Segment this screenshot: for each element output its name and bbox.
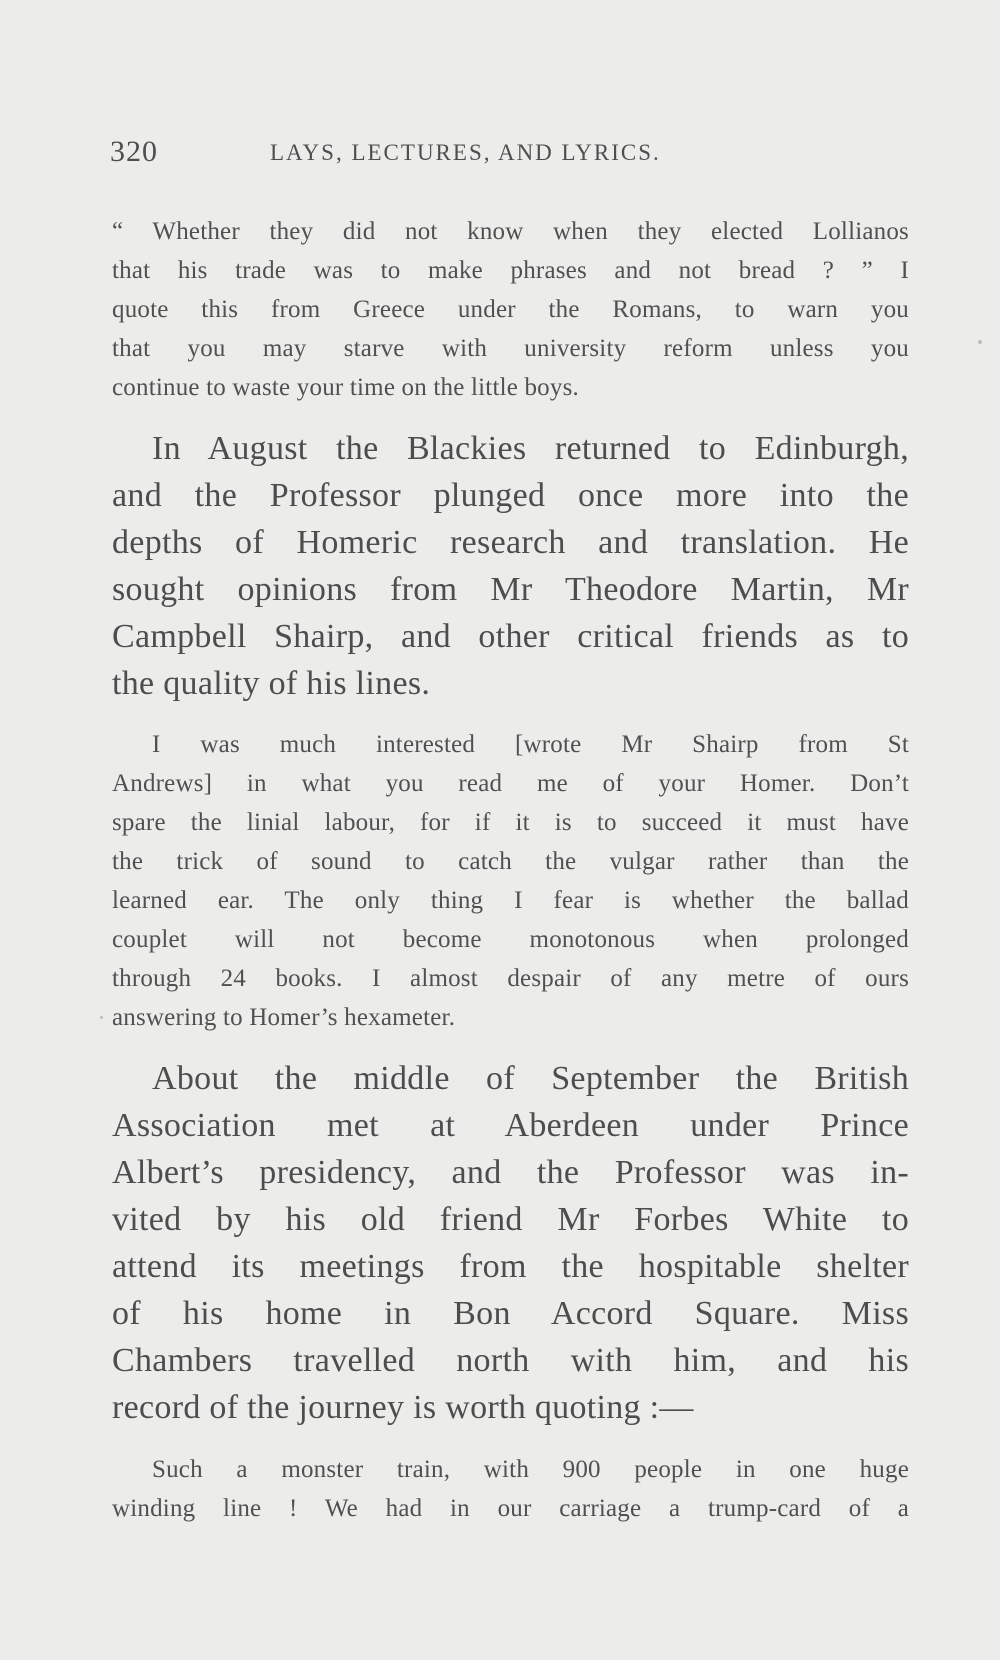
running-title: LAYS, LECTURES, AND LYRICS. (270, 140, 661, 165)
text-line: depths of Homeric research and translation. He (112, 524, 909, 561)
text-line: Campbell Shairp, and other critical friends as to (112, 618, 909, 655)
paper-speck (978, 340, 982, 344)
quote-paragraph-shairp (112, 725, 909, 1037)
text-line: In August the Blackies returned to Edinburgh, (152, 430, 909, 467)
text-line: through 24 books. I almost despair of any metre of ours (112, 965, 909, 992)
quote-paragraph-train (112, 1450, 909, 1528)
text-line: Andrews] in what you read me of your Homer. Don’t (112, 770, 909, 797)
text-line: sought opinions from Mr Theodore Martin, Mr (112, 571, 909, 608)
text-line: winding line ! We had in our carriage a trump-card of a (112, 1495, 909, 1522)
text-line: Albert’s presidency, and the Professor was in- (112, 1154, 909, 1191)
text-line: Such a monster train, with 900 people in one huge (152, 1456, 909, 1483)
text-line: I was much interested [wrote Mr Shairp from St (152, 731, 909, 758)
text-line: Association met at Aberdeen under Prince (112, 1107, 909, 1144)
body-paragraph-august (112, 425, 909, 707)
text-line: that you may starve with university reform unless you (112, 335, 909, 362)
text-line: that his trade was to make phrases and not bread ? ” I (112, 257, 909, 284)
paper-speck (100, 1016, 103, 1019)
page-number: 320 (110, 135, 158, 168)
text-line: learned ear. The only thing I fear is whether the ballad (112, 887, 909, 914)
text-line: spare the linial labour, for if it is to succeed it must have (112, 809, 909, 836)
text-line: and the Professor plunged once more into the (112, 477, 909, 514)
text-line: Chambers travelled north with him, and his (112, 1342, 909, 1379)
text-line: attend its meetings from the hospitable shelter (112, 1248, 909, 1285)
text-line: answering to Homer’s hexameter. (112, 1004, 456, 1031)
text-line: About the middle of September the British (152, 1060, 909, 1097)
text-line: record of the journey is worth quoting :— (112, 1389, 694, 1426)
text-line: the trick of sound to catch the vulgar rather than the (112, 848, 909, 875)
text-line: couplet will not become monotonous when prolonged (112, 926, 909, 953)
text-line: “ Whether they did not know when they elected Lollianos (112, 218, 909, 245)
text-line: of his home in Bon Accord Square. Miss (112, 1295, 909, 1332)
text-line: the quality of his lines. (112, 665, 431, 702)
text-line: vited by his old friend Mr Forbes White to (112, 1201, 909, 1238)
body-paragraph-september (112, 1055, 909, 1431)
quote-paragraph-lollianos (112, 212, 909, 407)
text-line: continue to waste your time on the little boys. (112, 374, 579, 401)
page-header (110, 135, 910, 175)
text-line: quote this from Greece under the Romans, to warn you (112, 296, 909, 323)
